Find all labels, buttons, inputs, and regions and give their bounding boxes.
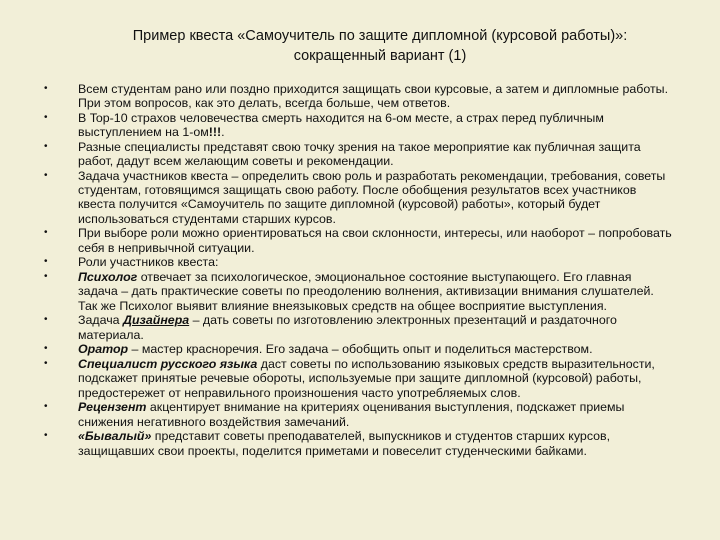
title-line-2: сокращенный вариант (1) [293,48,467,64]
item-text: – мастер красноречия. Его задача – обобщить опыт и поделиться мастерством. [128,342,593,357]
item-text: Всем студентам рано или поздно приходится защищать свои курсовые, а затем и дипломные работы. При этом вопросов, как это делать, всегда больше, чем ответов. [78,82,669,111]
list-item [44,111,674,139]
bullet-icon: • [44,401,48,413]
item-text: При выборе роли можно ориентироваться на свои склонности, интересы, или наоборот – попробовать себя в непривычной ситуации. [78,226,672,255]
item-text: даст советы по использованию языковых средств выразительности, подскажет принятые речевые обороты, используемые при защите дипломной (курсовой) работы, предостережет от неправильного произношения часто употребляемых слов. [78,357,655,400]
list-item [44,226,674,254]
bullet-icon: • [44,227,48,239]
list-item [44,313,674,341]
item-text: акцентирует внимание на критериях оценивания выступления, подскажет приемы снижения негативного воздействия замечаний. [78,400,625,429]
item-text: . [221,125,225,140]
role-name: Психолог [78,270,138,285]
item-text: Задача [78,313,124,328]
bullet-icon: • [44,358,48,370]
item-text: – дать советы по изготовлению электронных презентаций и раздаточного материала. [78,313,617,342]
item-text: Разные специалисты представят свою точку зрения на такое мероприятие как публичная защита работ, дадут всем желающим советы и рекомендации. [78,140,641,169]
item-text: отвечает за психологическое, эмоциональное состояние выступающего. Его главная задача – дать практические советы по преодолению волнения, активизации внимания слушателей. Так же Психолог выявит влияние внеязыковых средств на общее восприятие выступления. [78,270,654,313]
list-item [44,400,674,428]
bullet-icon: • [44,430,48,442]
bullet-icon: • [44,141,48,152]
item-text: Задача участников квеста – определить свою роль и разработать рекомендации, требования, советы студентам, готовящимся защищать свою работу. После обобщения результатов всех участников квеста получится «Самоучитель по защите дипломной (курсовой) работы», который будет использоваться студентами старших курсов. [78,169,666,226]
role-name: Оратор [78,342,129,357]
list-item [44,357,674,400]
role-name: Рецензент [78,400,147,415]
item-text: Роли участников квеста: [78,255,219,270]
slide-title [100,26,660,66]
list-item [44,82,674,110]
role-name: Специалист русского языка [78,357,258,372]
bullet-icon: • [44,343,48,355]
item-emphasis: !!! [208,125,222,140]
bullet-list [44,82,674,458]
item-text: представит советы преподавателей, выпускников и студентов старших курсов, защищавших свои проекты, поделится приметами и повеселит студенческими байками. [78,429,611,458]
item-text: В Top-10 страхов человечества смерть находится на 6-ом месте, а страх перед публичным выступлением на 1-ом [78,111,604,140]
role-name: «Бывалый» [78,429,152,444]
list-item [44,169,674,226]
list-item [44,342,674,356]
list-item [44,140,674,168]
list-item [44,255,674,269]
bullet-icon: • [44,271,48,283]
bullet-icon: • [44,314,48,326]
title-line-1: Пример квеста «Самоучитель по защите дипломной (курсовой работы)»: [132,28,628,44]
bullet-icon: • [44,256,48,268]
bullet-icon: • [44,83,48,94]
role-name: Дизайнера [123,313,190,328]
list-item [44,270,674,313]
bullet-icon: • [44,112,48,123]
list-item [44,429,674,457]
bullet-icon: • [44,170,48,181]
